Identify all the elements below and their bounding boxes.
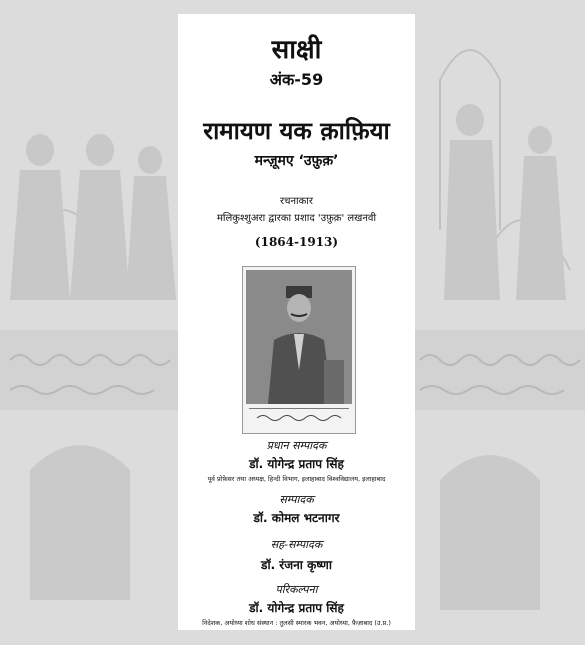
concept-name: डॉ. योगेन्द्र प्रताप सिंह: [249, 601, 344, 615]
chief-editor-label: प्रधान सम्पादक: [266, 439, 327, 452]
cover-panel: [178, 14, 415, 630]
editor-label: सम्पादक: [279, 493, 314, 506]
chief-editor-name: डॉ. योगेन्द्र प्रताप सिंह: [249, 457, 344, 471]
author-label: रचनाकार: [280, 196, 313, 207]
chief-editor-affiliation: पूर्व प्रोफ़ेसर तथा अध्यक्ष, हिन्दी विभाग, इलाहाबाद विश्वविद्यालय, इलाहाबाद: [207, 475, 386, 483]
series-title: साक्षी: [271, 35, 322, 65]
author-portrait: [242, 266, 356, 434]
work-subtitle: मन्ज़ूमए ‘उफ़ुक़’: [254, 153, 339, 169]
portrait-photo: [246, 270, 352, 404]
work-title: रामायण यक क़ाफ़िया: [203, 117, 390, 145]
co-editor-label: सह-सम्पादक: [270, 538, 323, 551]
concept-affiliation: निदेशक, अयोध्या शोध संस्थान : तुलसी स्मारक भवन, अयोध्या, फ़ैज़ाबाद (उ.प्र.): [202, 619, 391, 627]
photo-caption: [249, 408, 349, 427]
issue-number: अंक-59: [269, 70, 324, 89]
author-dates: (1864-1913): [254, 235, 339, 249]
author-name: मलिकुश्शुअरा द्वारका प्रशाद 'उफ़ुक़' लखनवी: [216, 213, 377, 224]
concept-label: परिकल्पना: [275, 583, 318, 596]
co-editor-name: डॉ. रंजना कृष्णा: [261, 558, 332, 572]
editor-name: डॉ. कोमल भटनागर: [253, 511, 340, 525]
